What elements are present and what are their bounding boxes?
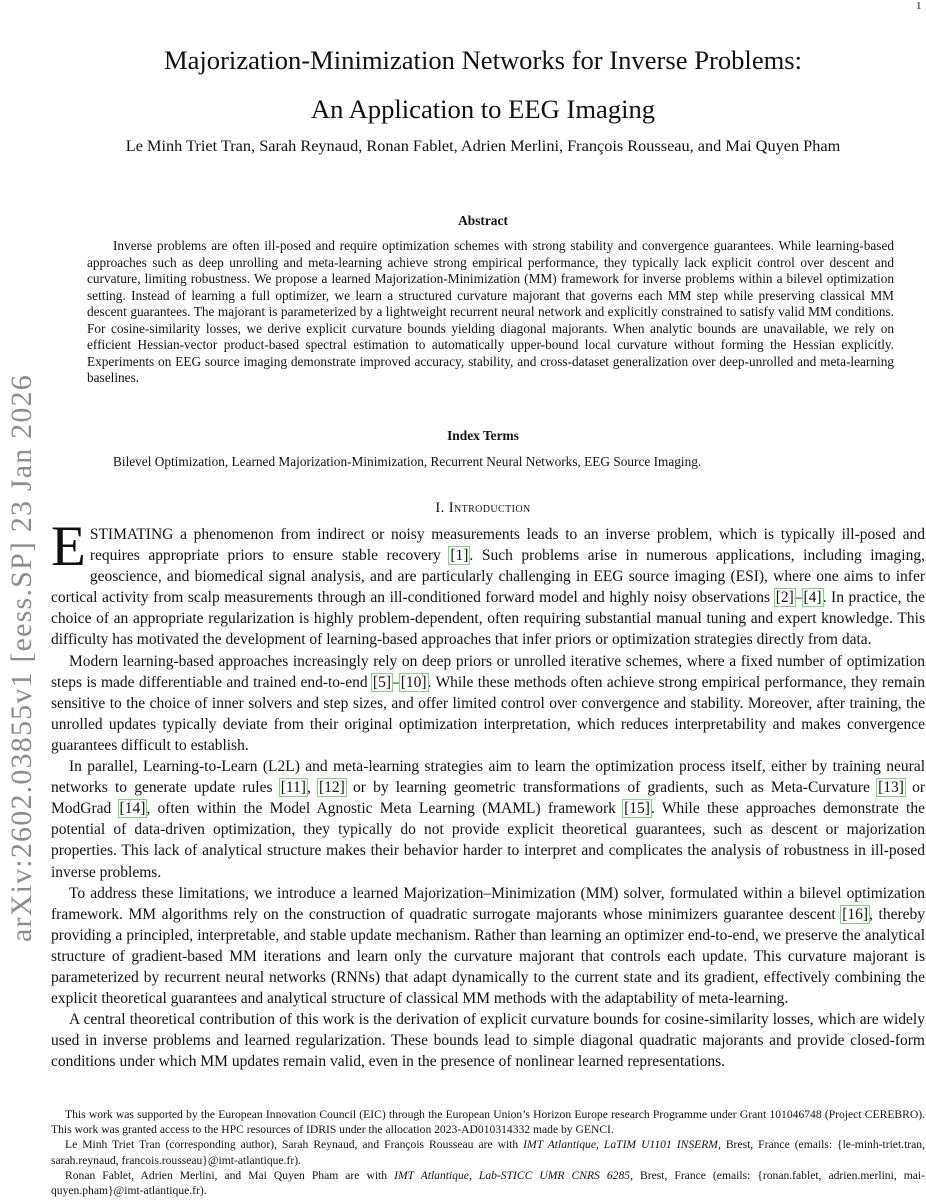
paragraph-text: . While these approaches demonstrate the potential of data-driven optimization, they typically do not provide explicit theoretical guarantees, such as descent or majorization properties. This lack of analytical structure makes their behavior harder to interpret and complicates the analysis of robustness in ill-posed inverse problems. xyxy=(51,800,925,881)
footnote-funding: This work was supported by the European Innovation Council (EIC) through the European Union’s Horizon Europe research Programme under Grant 101046748 (Project CEREBRO). This work was granted access to the HPC resources of IDRIS under the allocation 2023-AD010314332 made by GENCI. xyxy=(51,1108,925,1137)
footnote-text: , Brest, France (emails: {ronan.fablet, adrien.merlini, mai-quyen.pham}@imt-atlantique.fr). xyxy=(51,1168,925,1198)
citation-link[interactable]: [1] xyxy=(450,547,469,565)
section-heading xyxy=(40,500,926,517)
abstract-text: Inverse problems are often ill-posed and require optimization schemes with strong stability and convergence guarantees. While learning-based approaches such as deep unrolling and meta-learning achieve strong empirical performance, they typically lack explicit control over descent and curvature, limiting robustness. We propose a learned Majorization-Minimization (MM) framework for inverse problems within a bilevel optimization setting. Instead of learning a full optimizer, we learn a structured curvature majorant that governs each MM step while preserving classical MM descent guarantees. The majorant is parameterized by a lightweight recurrent neural network and explicitly constrained to satisfy valid MM conditions. For cosine-similarity losses, we derive explicit curvature bounds yielding diagonal majorants. When analytic bounds are unavailable, we rely on efficient Hessian-vector product-based spectral estimation to automatically upper-bound local curvature without forming the Hessian explicitly. Experiments on EEG source imaging demonstrate improved accuracy, stability, and cross-dataset generalization over deep-unrolled and meta-learning baselines. xyxy=(87,238,894,385)
footnotes xyxy=(51,1107,925,1198)
paragraph-5 xyxy=(51,1009,925,1072)
citation-range-dash: – xyxy=(794,589,803,607)
citation-link[interactable]: [12] xyxy=(319,779,345,797)
title-line-2: An Application to EEG Imaging xyxy=(310,94,656,124)
footnote-separator: , xyxy=(596,1138,604,1152)
paragraph-text: A central theoretical contribution of this work is the derivation of explicit curvature bounds for cosine-similarity losses, which are widely used in inverse problems and learned regularization. These bounds lead to simple diagonal quadratic majorants and provide closed-form conditions under which MM updates remain valid, even in the presence of nonlinear learned representations. xyxy=(51,1011,925,1071)
section-numeral: I. xyxy=(435,500,445,516)
footnote-affiliation: Lab-STICC UMR CNRS 6285 xyxy=(478,1168,631,1182)
paragraph-text: , often within the Model Agnostic Meta Learning (MAML) framework xyxy=(146,800,624,818)
abstract-heading: Abstract xyxy=(458,213,508,228)
footnote-separator: , xyxy=(468,1168,479,1182)
index-terms-text: Bilevel Optimization, Learned Majorization-Minimization, Recurrent Neural Networks, EEG Source Imaging. xyxy=(113,454,702,469)
citation-link[interactable]: [5] xyxy=(372,673,391,691)
author-list: Le Minh Triet Tran, Sarah Reynaud, Ronan Fablet, Adrien Merlini, François Rousseau, and Mai Quyen Pham xyxy=(125,136,841,155)
body-text xyxy=(51,515,926,1072)
page-number: 1 xyxy=(916,0,922,12)
arxiv-identifier-stamp: arXiv:2602.03855v1 [eess.SP] 23 Jan 2026 xyxy=(5,374,38,942)
paragraph-text: or by learning geometric transformations of gradients, such as Meta-Curvature xyxy=(345,779,878,797)
citation-link[interactable]: [4] xyxy=(803,589,822,607)
citation-link[interactable]: [16] xyxy=(842,905,869,923)
citation-link[interactable]: [2] xyxy=(775,589,794,607)
footnote-text: , Brest, France (emails: {le-minh-triet.tran, sarah.reynaud, francois.rousseau}@imt-atlantique.fr). xyxy=(51,1138,925,1167)
paragraph-text: . Such problems arise in numerous applications, including imaging, geoscience, and biomedical signal analysis, and are particularly challenging in EEG source imaging (ESI), where one aims to infer cortical activity from scalp measurements through an ill-conditioned forward model and highly noisy observations xyxy=(51,547,925,607)
citation-range-dash: – xyxy=(392,673,400,691)
paragraph-text: In parallel, Learning-to-Learn (L2L) and meta-learning strategies aim to learn the optimization process itself, either by training neural networks to generate update rules xyxy=(51,758,925,797)
citation-separator: , xyxy=(306,779,318,797)
footnote-affiliation-1 xyxy=(51,1137,925,1167)
footnote-text: Ronan Fablet, Adrien Merlini, and Mai Quyen Pham are with xyxy=(65,1168,395,1182)
section-title: Introduction xyxy=(448,500,531,516)
paragraph-text: STIMATING a phenomenon from indirect or noisy measurements leads to an inverse problem, which is typically ill-posed and requires appropriate priors to ensure stable recovery xyxy=(89,526,925,565)
paragraph-1 xyxy=(51,515,926,651)
paper-title xyxy=(40,36,926,134)
footnote-text: Le Minh Triet Tran (corresponding author), Sarah Reynaud, and François Rousseau are with xyxy=(65,1138,524,1152)
citation-link[interactable]: [11] xyxy=(280,779,306,797)
footnote-affiliation-2 xyxy=(51,1168,925,1198)
paragraph-text: To address these limitations, we introduce a learned Majorization–Minimization (MM) solver, formulated within a bilevel optimization framework. MM algorithms rely on the construction of quadratic surrogate majorants whose minimizers guarantee descent xyxy=(51,884,925,923)
citation-link[interactable]: [10] xyxy=(400,673,427,691)
citation-link[interactable]: [13] xyxy=(878,779,904,797)
drop-cap: E xyxy=(51,515,86,578)
paragraph-text: or ModGrad xyxy=(51,779,926,818)
footnote-affiliation: IMT Atlantique xyxy=(523,1138,596,1152)
paragraph-text: Modern learning-based approaches increasingly rely on deep priors or unrolled iterative schemes, where a fixed number of optimization steps is made differentiable and trained end-to-end xyxy=(51,652,925,691)
paragraph-4 xyxy=(51,883,925,1010)
citation-link[interactable]: [15] xyxy=(624,800,650,818)
footnote-affiliation: IMT Atlantique xyxy=(394,1168,469,1182)
paragraph-text: . While these methods often achieve strong empirical performance, they remain sensitive to the choice of inner solvers and step sizes, and offer limited control over convergence and stability. Moreover, after training, the unrolled updates typically deviate from their original optimization interpretation, which reduces interpretability and makes convergence guarantees difficult to establish. xyxy=(51,673,925,754)
footnote-affiliation: LaTIM U1101 INSERM xyxy=(603,1138,718,1152)
paragraph-text: , thereby providing a principled, interpretable, and stable update mechanism. Rather than learning an optimizer end-to-end, we preserve the analytical structure of gradient-based MM iterations and learn only the curvature majorant that controls each update. This curvature majorant is parameterized by recurrent neural networks (RNNs) that adapt dynamically to the current state and its gradient, effectively combining the explicit theoretical guarantees and analytical structure of classical MM methods with the adaptability of meta-learning. xyxy=(51,905,925,1008)
index-terms-heading: Index Terms xyxy=(447,428,519,443)
paragraph-3 xyxy=(51,756,925,883)
citation-link[interactable]: [14] xyxy=(119,800,146,818)
paragraph-text: . In practice, the choice of an appropriate regularization is highly problem-dependent, often requiring substantial manual tuning and expert knowledge. This difficulty has motivated the development of learning-based approaches that infer priors or optimization strategies directly from data. xyxy=(51,589,926,649)
paragraph-2 xyxy=(51,651,925,756)
title-line-1: Majorization-Minimization Networks for Inverse Problems: xyxy=(163,45,803,75)
